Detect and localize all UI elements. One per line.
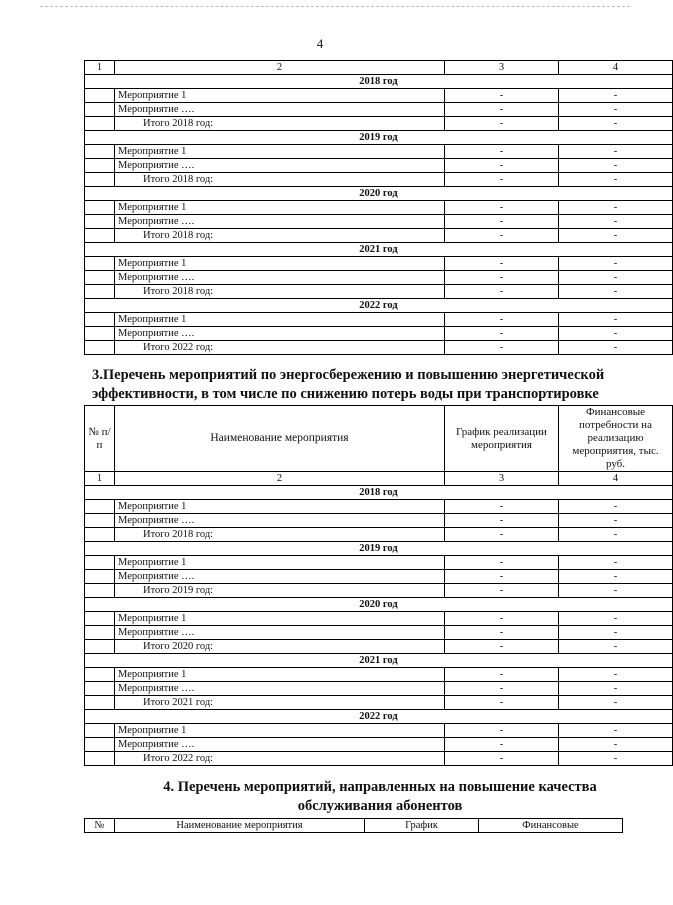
row-schedule: - — [445, 738, 559, 752]
row-schedule: - — [445, 341, 559, 355]
year-label: 2022 год — [85, 710, 673, 724]
table-row — [85, 612, 673, 626]
row-finance: - — [559, 682, 673, 696]
row-name: Мероприятие 1 — [115, 724, 445, 738]
total-row — [85, 696, 673, 710]
row-schedule: - — [445, 89, 559, 103]
row-schedule: - — [445, 682, 559, 696]
column-number-row — [85, 61, 673, 75]
row-name: Мероприятие 1 — [115, 257, 445, 271]
column-number: 3 — [445, 472, 559, 486]
row-finance: - — [559, 89, 673, 103]
year-row — [85, 654, 673, 668]
row-finance: - — [559, 257, 673, 271]
row-name: Мероприятие …. — [115, 159, 445, 173]
row-name: Мероприятие …. — [115, 271, 445, 285]
row-schedule: - — [445, 145, 559, 159]
row-schedule: - — [445, 159, 559, 173]
row-num — [85, 738, 115, 752]
header-schedule: График — [365, 819, 479, 833]
row-num — [85, 752, 115, 766]
row-schedule: - — [445, 528, 559, 542]
row-name: Итого 2018 год: — [115, 528, 445, 542]
row-name: Итого 2019 год: — [115, 584, 445, 598]
table-row — [85, 201, 673, 215]
row-name: Мероприятие 1 — [115, 668, 445, 682]
year-row — [85, 187, 673, 201]
row-finance: - — [559, 201, 673, 215]
row-name: Мероприятие …. — [115, 626, 445, 640]
row-num — [85, 327, 115, 341]
year-label: 2021 год — [85, 243, 673, 257]
row-num — [85, 514, 115, 528]
row-name: Итого 2022 год: — [115, 341, 445, 355]
row-schedule: - — [445, 229, 559, 243]
row-name: Мероприятие …. — [115, 103, 445, 117]
row-name: Итого 2018 год: — [115, 117, 445, 131]
row-name: Мероприятие …. — [115, 327, 445, 341]
column-number: 3 — [445, 61, 559, 75]
row-finance: - — [559, 752, 673, 766]
row-num — [85, 584, 115, 598]
row-schedule: - — [445, 327, 559, 341]
row-finance: - — [559, 103, 673, 117]
row-num — [85, 500, 115, 514]
row-num — [85, 528, 115, 542]
row-name: Мероприятие 1 — [115, 89, 445, 103]
total-row — [85, 117, 673, 131]
table-row — [85, 668, 673, 682]
row-finance: - — [559, 313, 673, 327]
total-row — [85, 341, 673, 355]
row-num — [85, 117, 115, 131]
row-name: Мероприятие 1 — [115, 145, 445, 159]
table-row — [85, 159, 673, 173]
row-num — [85, 341, 115, 355]
header-name: Наименование мероприятия — [115, 819, 365, 833]
table-row — [85, 103, 673, 117]
row-num — [85, 103, 115, 117]
row-schedule: - — [445, 285, 559, 299]
table-row — [85, 514, 673, 528]
column-number-row — [85, 472, 673, 486]
row-schedule: - — [445, 696, 559, 710]
total-row — [85, 173, 673, 187]
row-finance: - — [559, 696, 673, 710]
row-schedule: - — [445, 584, 559, 598]
year-row — [85, 131, 673, 145]
row-name: Мероприятие 1 — [115, 556, 445, 570]
column-number: 4 — [559, 472, 673, 486]
row-schedule: - — [445, 626, 559, 640]
row-schedule: - — [445, 117, 559, 131]
row-finance: - — [559, 229, 673, 243]
row-finance: - — [559, 145, 673, 159]
row-schedule: - — [445, 173, 559, 187]
row-name: Мероприятие 1 — [115, 500, 445, 514]
year-label: 2019 год — [85, 542, 673, 556]
row-name: Мероприятие 1 — [115, 612, 445, 626]
row-name: Итого 2021 год: — [115, 696, 445, 710]
row-schedule: - — [445, 556, 559, 570]
year-row — [85, 243, 673, 257]
section-4-heading-line2: обслуживания абонентов — [297, 798, 463, 814]
row-name: Итого 2018 год: — [115, 285, 445, 299]
row-schedule: - — [445, 201, 559, 215]
row-schedule: - — [445, 215, 559, 229]
row-schedule: - — [445, 271, 559, 285]
total-row — [85, 285, 673, 299]
page-number: 4 — [316, 36, 324, 51]
row-name: Итого 2018 год: — [115, 173, 445, 187]
row-finance: - — [559, 724, 673, 738]
year-label: 2019 год — [85, 131, 673, 145]
row-num — [85, 668, 115, 682]
row-schedule: - — [445, 500, 559, 514]
year-row — [85, 710, 673, 724]
row-num — [85, 145, 115, 159]
row-num — [85, 215, 115, 229]
total-row — [85, 752, 673, 766]
year-row — [85, 486, 673, 500]
table-row — [85, 215, 673, 229]
row-finance: - — [559, 626, 673, 640]
header-num: № п/п — [85, 406, 115, 472]
row-num — [85, 696, 115, 710]
year-label: 2020 год — [85, 187, 673, 201]
table-continued — [84, 60, 673, 355]
table-row — [85, 271, 673, 285]
row-name: Итого 2018 год: — [115, 229, 445, 243]
total-row — [85, 584, 673, 598]
row-num — [85, 556, 115, 570]
row-finance: - — [559, 738, 673, 752]
row-name: Мероприятие 1 — [115, 201, 445, 215]
row-name: Мероприятие 1 — [115, 313, 445, 327]
year-label: 2018 год — [85, 75, 673, 89]
header-name: Наименование мероприятия — [115, 406, 445, 472]
row-schedule: - — [445, 640, 559, 654]
row-num — [85, 229, 115, 243]
table-header-row — [85, 819, 623, 833]
column-number: 1 — [85, 61, 115, 75]
year-row — [85, 598, 673, 612]
table-section-4 — [84, 818, 623, 833]
row-num — [85, 159, 115, 173]
row-num — [85, 271, 115, 285]
table-row — [85, 556, 673, 570]
row-name: Мероприятие …. — [115, 215, 445, 229]
table-row — [85, 500, 673, 514]
row-name: Мероприятие …. — [115, 514, 445, 528]
row-schedule: - — [445, 752, 559, 766]
row-num — [85, 285, 115, 299]
row-finance: - — [559, 612, 673, 626]
column-number: 2 — [115, 61, 445, 75]
row-schedule: - — [445, 612, 559, 626]
column-number: 4 — [559, 61, 673, 75]
section-4-heading-line1: 4. Перечень мероприятий, направленных на повышение качества — [163, 779, 597, 795]
total-row — [85, 528, 673, 542]
row-finance: - — [559, 640, 673, 654]
header-num: № — [85, 819, 115, 833]
row-finance: - — [559, 528, 673, 542]
row-finance: - — [559, 500, 673, 514]
row-num — [85, 640, 115, 654]
table-header-row — [85, 406, 673, 472]
year-label: 2022 год — [85, 299, 673, 313]
total-row — [85, 229, 673, 243]
row-finance: - — [559, 556, 673, 570]
section-3-heading: 3.Перечень мероприятий по энергосбережению и повышению энергетической эффективности, в том числе по снижению потерь воды при транспортировке — [92, 367, 605, 402]
table-row — [85, 89, 673, 103]
table-row — [85, 570, 673, 584]
row-num — [85, 89, 115, 103]
year-label: 2020 год — [85, 598, 673, 612]
year-row — [85, 75, 673, 89]
table-row — [85, 145, 673, 159]
row-name: Итого 2020 год: — [115, 640, 445, 654]
header-finance: Финансовые потребности на реализацию мероприятия, тыс. руб. — [559, 406, 673, 472]
row-name: Итого 2022 год: — [115, 752, 445, 766]
row-schedule: - — [445, 570, 559, 584]
table-row — [85, 313, 673, 327]
row-schedule: - — [445, 313, 559, 327]
table-row — [85, 626, 673, 640]
row-finance: - — [559, 159, 673, 173]
row-num — [85, 612, 115, 626]
scan-top-edge — [40, 6, 630, 7]
table-row — [85, 682, 673, 696]
row-name: Мероприятие …. — [115, 738, 445, 752]
row-finance: - — [559, 173, 673, 187]
column-number: 2 — [115, 472, 445, 486]
row-finance: - — [559, 271, 673, 285]
row-finance: - — [559, 514, 673, 528]
year-label: 2018 год — [85, 486, 673, 500]
row-schedule: - — [445, 724, 559, 738]
row-name: Мероприятие …. — [115, 570, 445, 584]
row-schedule: - — [445, 514, 559, 528]
row-schedule: - — [445, 103, 559, 117]
column-number: 1 — [85, 472, 115, 486]
year-row — [85, 542, 673, 556]
table-row — [85, 724, 673, 738]
row-finance: - — [559, 584, 673, 598]
row-num — [85, 313, 115, 327]
table-row — [85, 257, 673, 271]
table-section-3 — [84, 405, 673, 766]
row-num — [85, 201, 115, 215]
total-row — [85, 640, 673, 654]
row-finance: - — [559, 117, 673, 131]
row-num — [85, 724, 115, 738]
row-finance: - — [559, 215, 673, 229]
header-schedule: График реализации мероприятия — [445, 406, 559, 472]
table-row — [85, 738, 673, 752]
year-row — [85, 299, 673, 313]
row-finance: - — [559, 285, 673, 299]
row-finance: - — [559, 570, 673, 584]
row-num — [85, 682, 115, 696]
row-num — [85, 626, 115, 640]
section-4-heading — [0, 778, 640, 816]
row-num — [85, 570, 115, 584]
row-name: Мероприятие …. — [115, 682, 445, 696]
row-schedule: - — [445, 257, 559, 271]
row-finance: - — [559, 341, 673, 355]
row-num — [85, 173, 115, 187]
table-row — [85, 327, 673, 341]
row-finance: - — [559, 668, 673, 682]
year-label: 2021 год — [85, 654, 673, 668]
row-num — [85, 257, 115, 271]
row-schedule: - — [445, 668, 559, 682]
header-finance: Финансовые — [479, 819, 623, 833]
row-finance: - — [559, 327, 673, 341]
